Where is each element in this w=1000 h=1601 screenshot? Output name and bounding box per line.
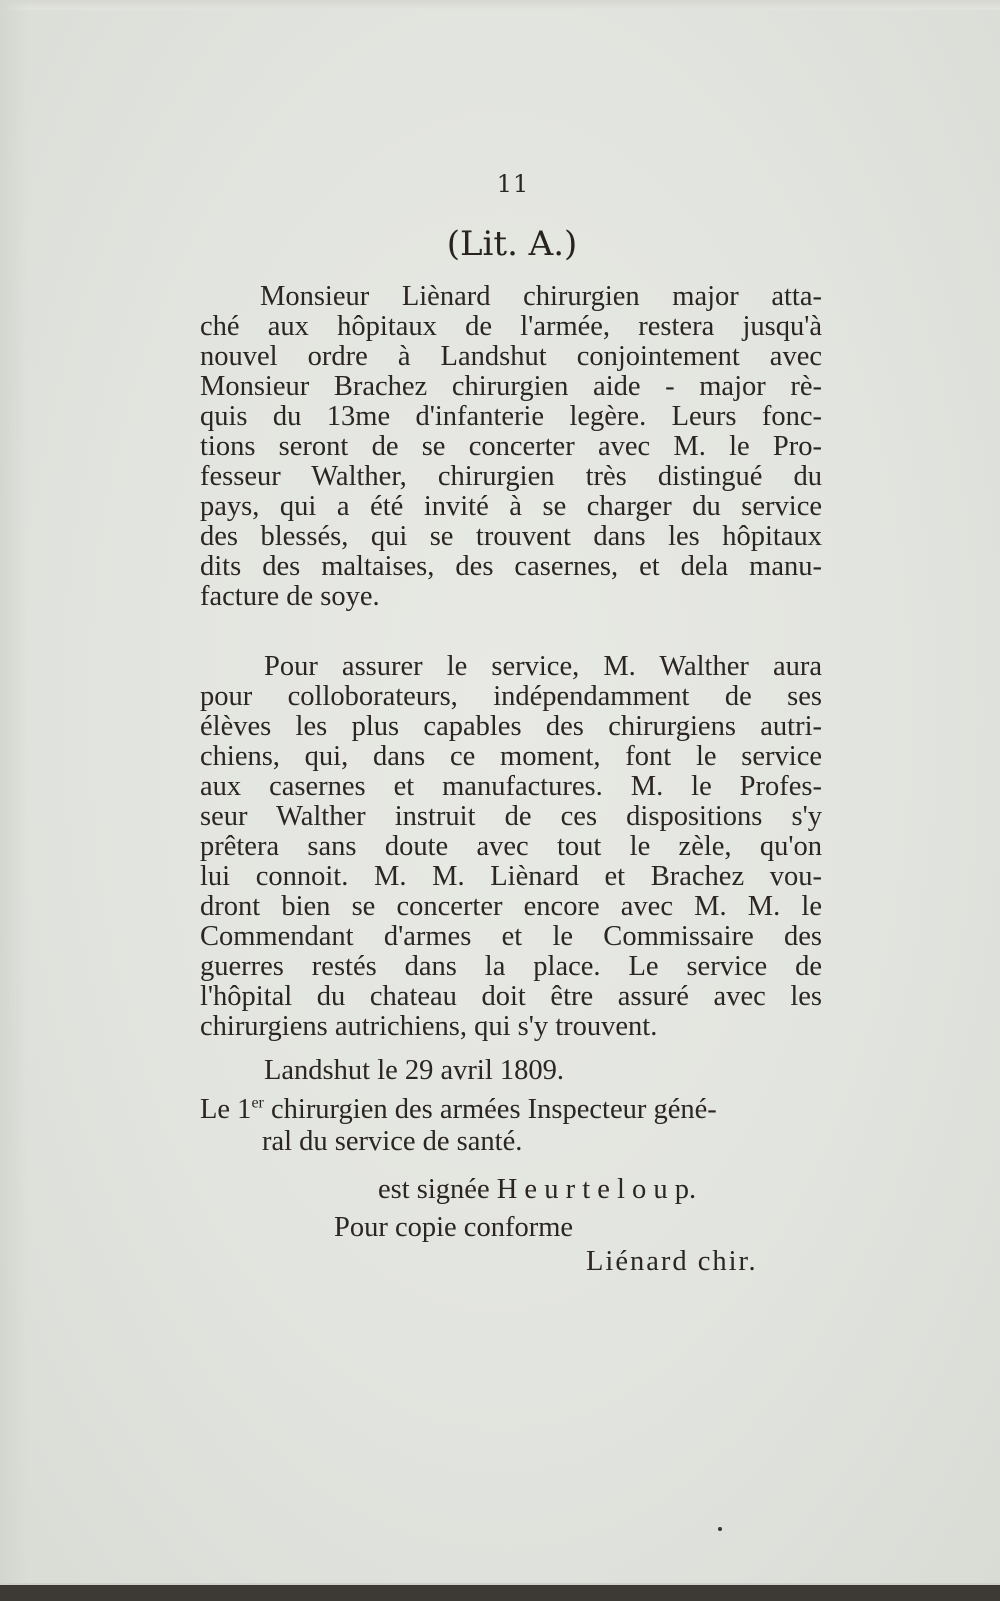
paragraph-2-line: chiens, qui, dans ce moment, font le service [200,741,822,772]
paragraph-1-line: quis du 13me d'infanterie legère. Leurs fonc- [200,401,822,432]
paragraph-2-line: seur Walther instruit de ces dispositions s'y [200,801,822,832]
signature-title-prefix: Le 1 [200,1094,252,1125]
paragraph-2-line: lui connoit. M. M. Liènard et Brachez vou- [200,861,822,892]
paragraph-1-line: ché aux hôpitaux de l'armée, restera jusqu'à [200,311,822,342]
paragraph-1-line: nouvel ordre à Landshut conjointement avec [200,341,822,372]
signature-title-rest: chirurgien des armées Inspecteur géné- [263,1094,717,1125]
paragraph-1-line: des blessés, qui se trouvent dans les hôpitaux [200,521,822,552]
paragraph-2-line: pour colloborateurs, indépendamment de ses [200,681,822,712]
paragraph-2-line: aux casernes et manufactures. M. le Profes- [200,771,822,802]
paragraph-1-line: tions seront de se concerter avec M. le Pro- [200,431,822,462]
paragraph-2-line: prêtera sans doute avec tout le zèle, qu'on [200,831,822,862]
paragraph-2-line: Pour assurer le service, M. Walther aura [264,651,822,682]
signed-line: est signée H e u r t e l o u p. [378,1174,697,1205]
copy-conforme-line: Pour copie conforme [334,1212,574,1243]
paper-speck [718,1527,722,1531]
document-heading: (Lit. A.) [446,224,578,264]
signature-title-superscript: er [251,1094,264,1112]
paragraph-2-line: l'hôpital du chateau doit être assuré avec les [200,981,822,1012]
signature-title-line-2: ral du service de santé. [262,1126,523,1157]
paragraph-1-line: facture de soye. [200,581,380,612]
paragraph-2-line: guerres restés dans la place. Le service de [200,951,822,982]
copy-signature: Liénard chir. [586,1246,758,1277]
paragraph-1-line: Monsieur Liènard chirurgien major atta- [260,281,822,312]
page-number: 11 [496,170,530,198]
paragraph-1-line: Monsieur Brachez chirurgien aide - major rè- [200,371,822,402]
paragraph-2-line: élèves les plus capables des chirurgiens autri- [200,711,822,742]
paragraph-1-line: dits des maltaises, des casernes, et dela manu- [200,551,822,582]
date-line: Landshut le 29 avril 1809. [264,1055,564,1086]
paragraph-1-line: fesseur Walther, chirurgien très distingué du [200,461,822,492]
paragraph-1-line: pays, qui a été invité à se charger du service [200,491,822,522]
paragraph-2-line: Commendant d'armes et le Commissaire des [200,921,822,952]
page-top-edge [0,0,1000,10]
paragraph-2-line: chirurgiens autrichiens, qui s'y trouvent. [200,1011,658,1042]
signature-title-line-1 [200,1094,717,1126]
paragraph-2-line: dront bien se concerter encore avec M. M. le [200,891,822,922]
